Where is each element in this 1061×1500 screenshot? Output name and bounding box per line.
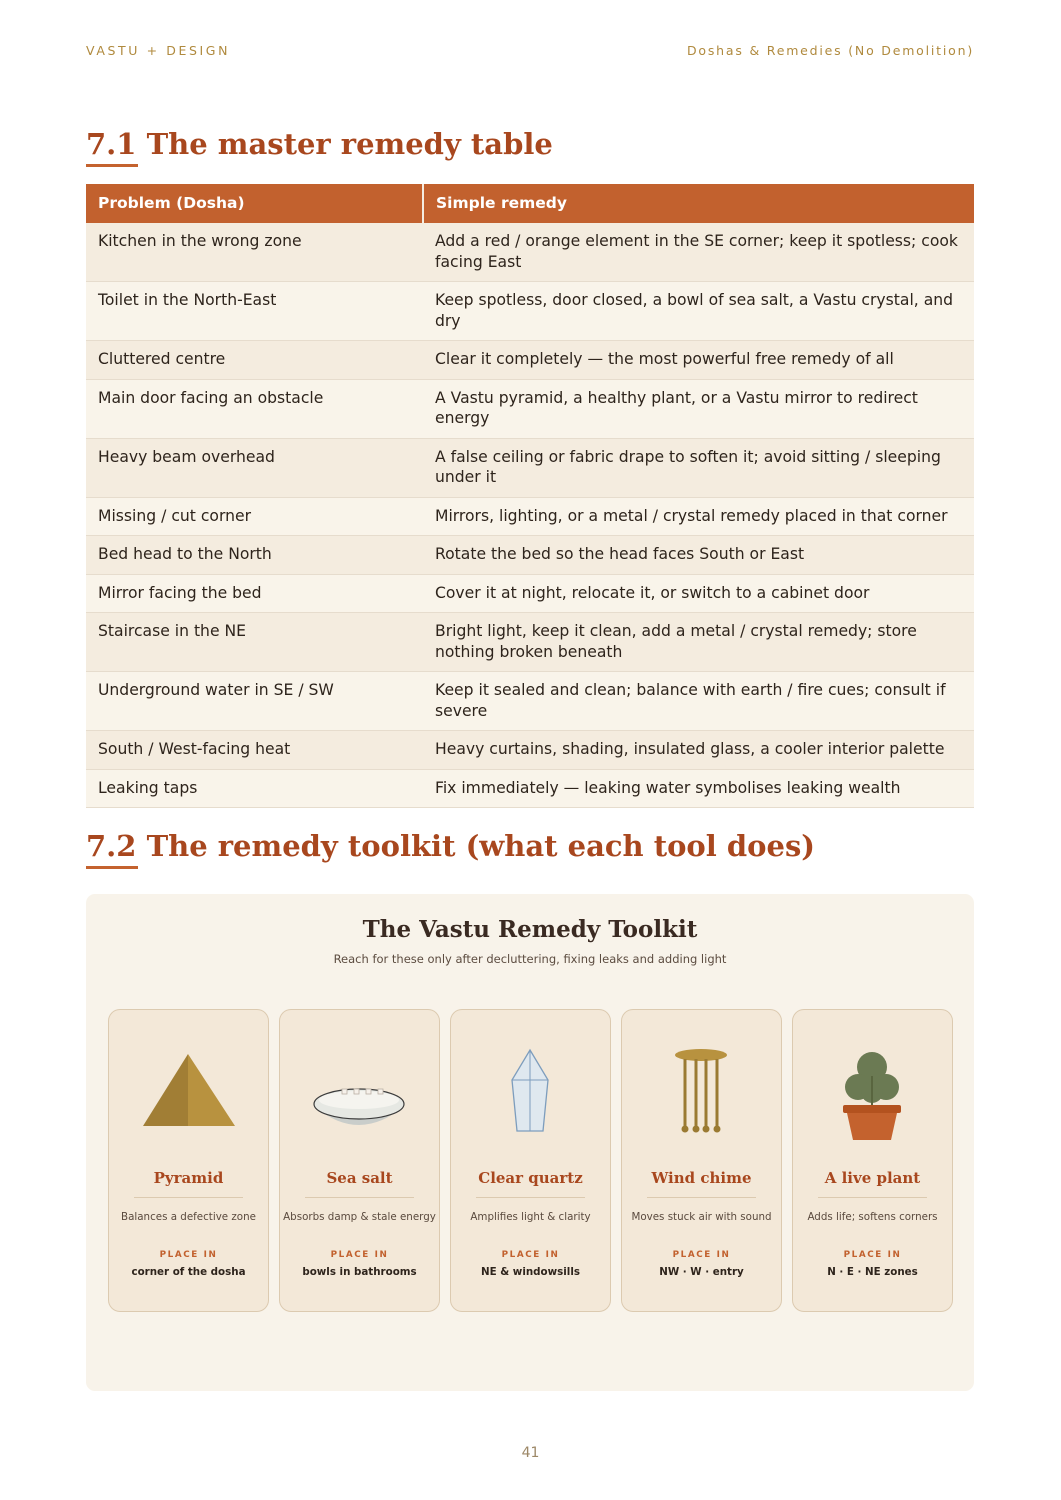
table-row <box>86 282 974 341</box>
place-in-label: PLACE IN <box>672 1250 731 1260</box>
remedy-toolkit-panel <box>86 894 974 1391</box>
section-title: The remedy toolkit (what each tool does) <box>146 829 816 863</box>
tool-name: Sea salt <box>326 1169 393 1187</box>
tool-name: Wind chime <box>651 1169 752 1187</box>
problem-cell: Kitchen in the wrong zone <box>86 223 423 282</box>
tool-description: Balances a defective zone <box>121 1211 256 1223</box>
problem-cell: Main door facing an obstacle <box>86 379 423 438</box>
tool-name: Clear quartz <box>478 1169 583 1187</box>
remedy-cell: Keep spotless, door closed, a bowl of sea salt, a Vastu crystal, and dry <box>423 282 974 341</box>
table-row <box>86 672 974 731</box>
toolkit-card-pyramid <box>108 1009 269 1312</box>
remedy-cell: Rotate the bed so the head faces South or East <box>423 536 974 575</box>
pyramid-icon <box>109 1040 268 1140</box>
place-in-label: PLACE IN <box>159 1250 218 1260</box>
place-in-value: corner of the dosha <box>131 1266 246 1278</box>
crystal-icon <box>451 1040 610 1140</box>
problem-cell: Underground water in SE / SW <box>86 672 423 731</box>
toolkit-subtitle: Reach for these only after decluttering, fixing leaks and adding light <box>333 952 727 966</box>
table-row <box>86 613 974 672</box>
problem-cell: Toilet in the North-East <box>86 282 423 341</box>
wind-chime-icon <box>622 1040 781 1140</box>
place-in-label: PLACE IN <box>330 1250 389 1260</box>
problem-cell: Mirror facing the bed <box>86 574 423 613</box>
place-in-value: N · E · NE zones <box>827 1266 918 1278</box>
place-in-value: NE & windowsills <box>481 1266 580 1278</box>
tool-description: Adds life; softens corners <box>807 1211 938 1223</box>
divider <box>647 1197 756 1198</box>
column-header-remedy: Simple remedy <box>423 184 974 223</box>
running-header-left: VASTU + DESIGN <box>86 43 231 58</box>
page-number: 41 <box>521 1445 540 1461</box>
section-number: 7.1 <box>86 127 137 161</box>
problem-cell: Leaking taps <box>86 769 423 808</box>
divider <box>305 1197 414 1198</box>
toolkit-card-clear-quartz <box>450 1009 611 1312</box>
remedy-cell: Mirrors, lighting, or a metal / crystal remedy placed in that corner <box>423 497 974 536</box>
problem-cell: Heavy beam overhead <box>86 438 423 497</box>
column-header-problem: Problem (Dosha) <box>86 184 423 223</box>
divider <box>476 1197 585 1198</box>
remedy-cell: Cover it at night, relocate it, or switch to a cabinet door <box>423 574 974 613</box>
problem-cell: Missing / cut corner <box>86 497 423 536</box>
tool-description: Amplifies light & clarity <box>470 1211 591 1223</box>
remedy-cell: Clear it completely — the most powerful free remedy of all <box>423 341 974 380</box>
table-row <box>86 341 974 380</box>
master-remedy-table <box>86 184 974 808</box>
tool-description: Absorbs damp & stale energy <box>283 1211 436 1223</box>
section-title: The master remedy table <box>146 127 553 161</box>
toolkit-title: The Vastu Remedy Toolkit <box>362 916 698 943</box>
remedy-cell: A false ceiling or fabric drape to soften it; avoid sitting / sleeping under it <box>423 438 974 497</box>
running-header-right: Doshas & Remedies (No Demolition) <box>687 43 974 58</box>
divider <box>134 1197 243 1198</box>
sea-salt-bowl-icon <box>280 1040 439 1140</box>
section-number: 7.2 <box>86 829 137 863</box>
table-row <box>86 223 974 282</box>
table-row <box>86 731 974 770</box>
table-row <box>86 379 974 438</box>
table-row <box>86 536 974 575</box>
tool-description: Moves stuck air with sound <box>631 1211 772 1223</box>
tool-name: Pyramid <box>153 1169 224 1187</box>
table-header-row <box>86 184 974 223</box>
table-row <box>86 769 974 808</box>
section-heading-7-1 <box>86 127 553 161</box>
section-heading-7-2 <box>86 829 815 863</box>
remedy-cell: Add a red / orange element in the SE corner; keep it spotless; cook facing East <box>423 223 974 282</box>
toolkit-card-live-plant <box>792 1009 953 1312</box>
problem-cell: Bed head to the North <box>86 536 423 575</box>
place-in-label: PLACE IN <box>501 1250 560 1260</box>
table-row <box>86 438 974 497</box>
place-in-value: bowls in bathrooms <box>302 1266 417 1278</box>
remedy-cell: Heavy curtains, shading, insulated glass, a cooler interior palette <box>423 731 974 770</box>
problem-cell: Cluttered centre <box>86 341 423 380</box>
place-in-value: NW · W · entry <box>659 1266 744 1278</box>
table-row <box>86 574 974 613</box>
problem-cell: South / West-facing heat <box>86 731 423 770</box>
remedy-cell: Fix immediately — leaking water symbolises leaking wealth <box>423 769 974 808</box>
remedy-cell: Keep it sealed and clean; balance with earth / fire cues; consult if severe <box>423 672 974 731</box>
remedy-cell: Bright light, keep it clean, add a metal / crystal remedy; store nothing broken beneath <box>423 613 974 672</box>
remedy-cell: A Vastu pyramid, a healthy plant, or a Vastu mirror to redirect energy <box>423 379 974 438</box>
problem-cell: Staircase in the NE <box>86 613 423 672</box>
potted-plant-icon <box>793 1040 952 1140</box>
toolkit-card-sea-salt <box>279 1009 440 1312</box>
place-in-label: PLACE IN <box>843 1250 902 1260</box>
table-row <box>86 497 974 536</box>
tool-name: A live plant <box>824 1169 921 1187</box>
toolkit-card-wind-chime <box>621 1009 782 1312</box>
divider <box>818 1197 927 1198</box>
